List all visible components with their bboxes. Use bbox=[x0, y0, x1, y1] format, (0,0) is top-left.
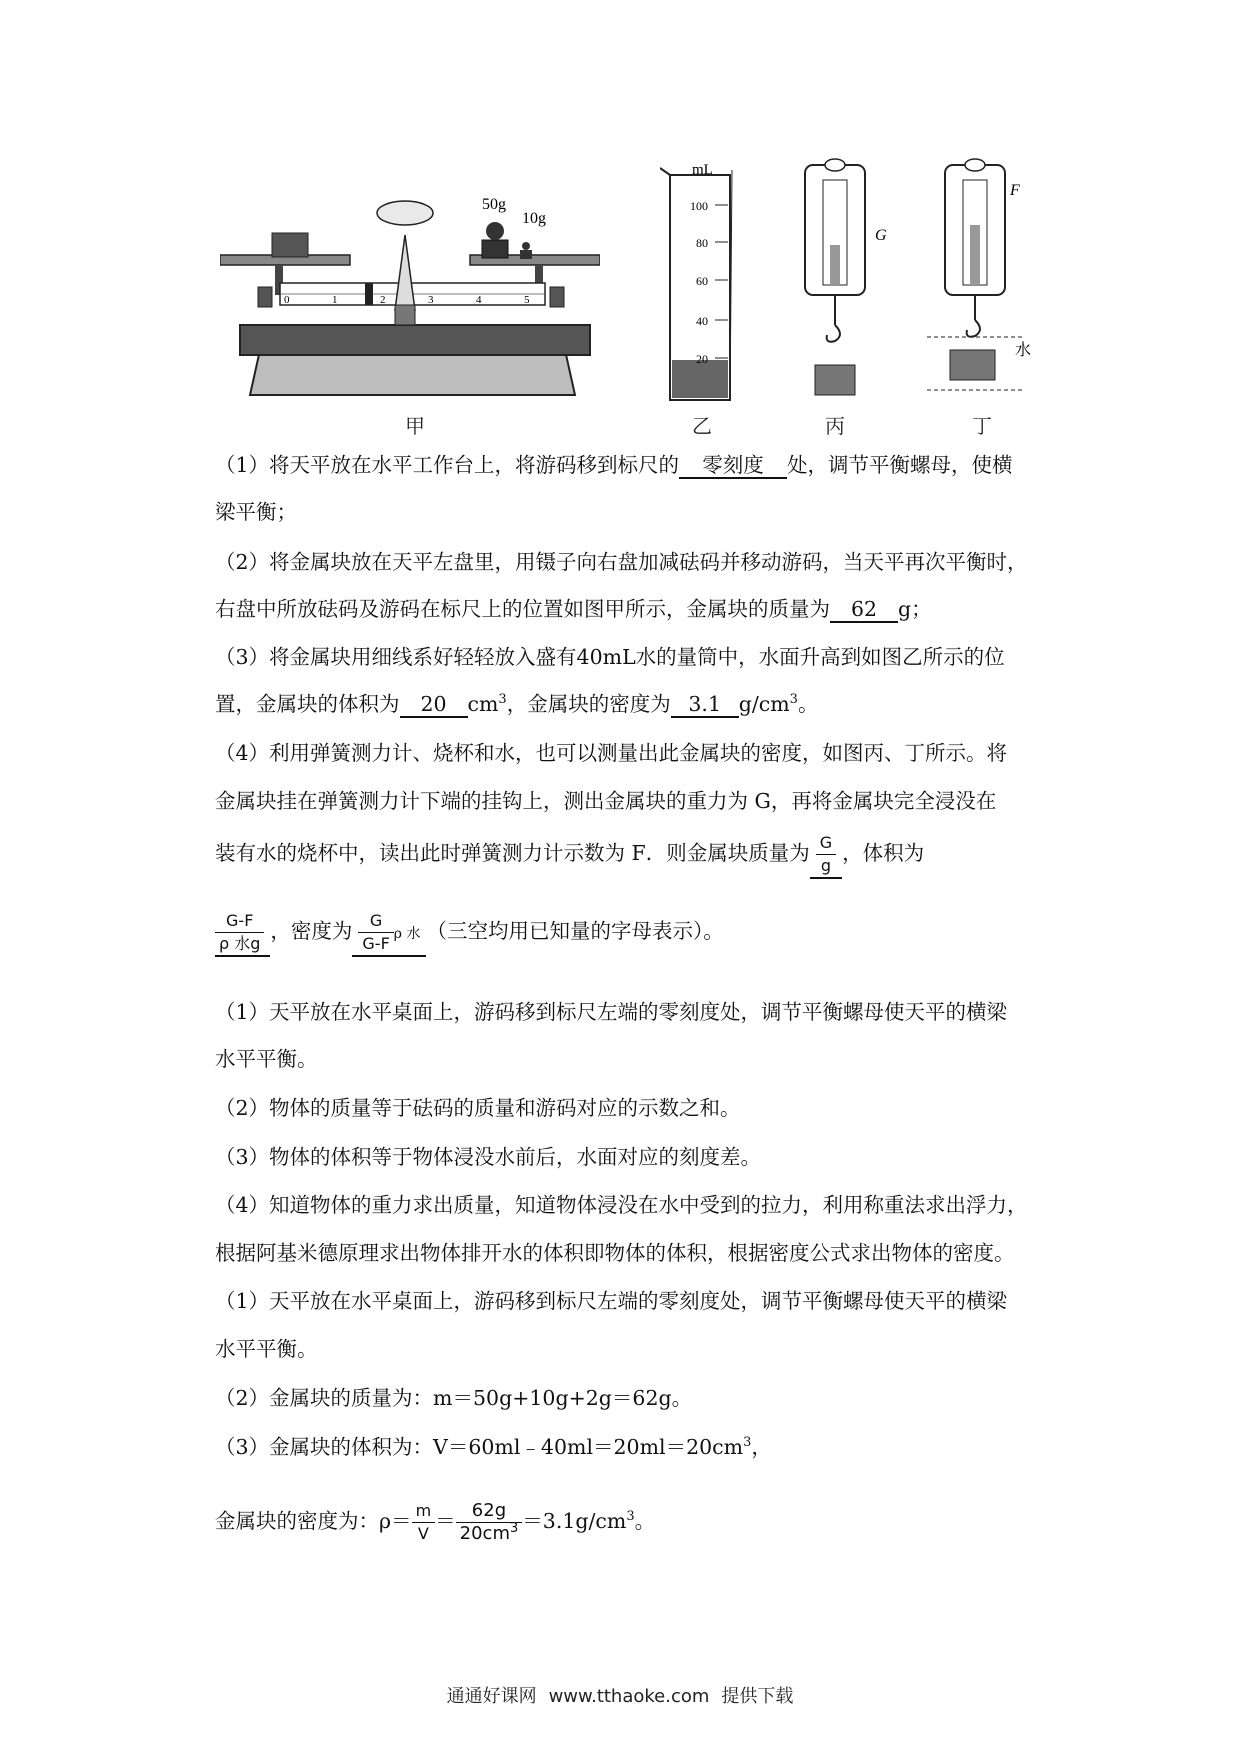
figure-caption-ding: 丁 bbox=[972, 414, 992, 438]
scale-tick: 2 bbox=[380, 294, 386, 306]
q4-line2: 金属块挂在弹簧测力计下端的挂钩上，测出金属块的重力为 G，再将金属块完全浸没在 bbox=[215, 789, 997, 813]
water-label: 水 bbox=[1015, 342, 1032, 359]
solution-line: （2）金属块的质量为：m＝50g+10g+2g＝62g。 bbox=[215, 1386, 693, 1410]
scale-tick: 4 bbox=[476, 294, 482, 306]
gravity-label: G bbox=[875, 227, 887, 244]
cylinder-tick-label: 60 bbox=[696, 274, 708, 288]
q2-answer: 62 bbox=[830, 597, 898, 623]
q4-mass-answer: $\frac{G}{g}$ bbox=[810, 832, 842, 879]
q1-line2: 梁平衡； bbox=[215, 500, 297, 524]
q3-volume-answer: 20 bbox=[400, 692, 468, 718]
scale-tick: 3 bbox=[428, 294, 434, 306]
q4-density-answer: $\frac{G}{G-F}$ ρ 水 bbox=[352, 910, 426, 957]
scale-tick: 0 bbox=[284, 294, 290, 306]
footer-url: www.tthaoke.com bbox=[548, 1686, 710, 1707]
solution-line: （3）金属块的体积为：$V=60ml﹣40ml=20ml=20cm^3$， bbox=[215, 1435, 772, 1459]
q1-answer: 零刻度 bbox=[679, 453, 787, 479]
cylinder-figure bbox=[660, 160, 750, 405]
analysis-line: （2）物体的质量等于砝码的质量和游码对应的示数之和。 bbox=[215, 1096, 741, 1120]
scale-tick: 1 bbox=[332, 294, 338, 306]
q4-line4: $\frac{G-F}{\text{ρ 水g}}$ ，密度为 $\frac{G}{G-F}$ ρ 水 （三空均用已知量的字母表示）。 bbox=[215, 910, 724, 957]
cylinder-tick-label: 20 bbox=[696, 352, 708, 366]
balance-figure bbox=[220, 195, 600, 410]
weight-10g-label: 10g bbox=[522, 210, 546, 227]
q4-line3: 装有水的烧杯中，读出此时弹簧测力计示数为 F．则金属块质量为 $\frac{G}{g}$ ，体积为 bbox=[215, 832, 924, 879]
q1-line1: （1）将天平放在水平工作台上，将游码移到标尺的 零刻度 处，调节平衡螺母，使横 bbox=[215, 453, 1013, 477]
q2-line2: 右盘中所放砝码及游码在标尺上的位置如图甲所示，金属块的质量为 62 g； bbox=[215, 597, 932, 621]
figure-caption-jia: 甲 bbox=[405, 414, 425, 438]
q4-line1: （4）利用弹簧测力计、烧杯和水，也可以测量出此金属块的密度，如图丙、丁所示。将 bbox=[215, 741, 1008, 765]
solution-density-line: 金属块的密度为：ρ＝ $\frac{m}{V}$ ＝ $\frac{62g}{20cm^3}$ $=3.1g/cm^3$。 bbox=[215, 1500, 656, 1544]
analysis-line: 根据阿基米德原理求出物体排开水的体积即物体的体积，根据密度公式求出物体的密度。 bbox=[215, 1241, 1015, 1265]
analysis-line: 水平平衡。 bbox=[215, 1047, 318, 1071]
cylinder-tick-label: 100 bbox=[690, 199, 708, 213]
analysis-line: （1）天平放在水平桌面上，游码移到标尺左端的零刻度处，调节平衡螺母使天平的横梁 bbox=[215, 1000, 1008, 1024]
q3-density-answer: 3.1 bbox=[671, 692, 739, 718]
page-footer bbox=[0, 1682, 1240, 1708]
figure-caption-yi: 乙 bbox=[692, 414, 712, 438]
spring-scale-bing-figure bbox=[795, 155, 905, 400]
cylinder-tick-label: 40 bbox=[696, 314, 708, 328]
solution-line: （1）天平放在水平桌面上，游码移到标尺左端的零刻度处，调节平衡螺母使天平的横梁 bbox=[215, 1289, 1008, 1313]
q2-line1: （2）将金属块放在天平左盘里，用镊子向右盘加减砝码并移动游码，当天平再次平衡时， bbox=[215, 550, 1028, 574]
scale-tick: 5 bbox=[524, 294, 530, 306]
tension-label: F bbox=[1010, 182, 1020, 199]
footer-site: 通通好课网 bbox=[446, 1686, 537, 1707]
footer-tail: 提供下载 bbox=[721, 1686, 794, 1707]
q3-line2: 置，金属块的体积为 20 $cm^3$，金属块的密度为 3.1 $g/cm^3$。 bbox=[215, 692, 819, 716]
analysis-line: （3）物体的体积等于物体浸没水前后，水面对应的刻度差。 bbox=[215, 1145, 762, 1169]
q4-volume-answer: $\frac{G-F}{\text{ρ 水g}}$ bbox=[215, 910, 270, 957]
weight-50g-label: 50g bbox=[482, 196, 506, 213]
solution-line: 水平平衡。 bbox=[215, 1337, 318, 1361]
q3-line1: （3）将金属块用细线系好轻轻放入盛有40mL水的量筒中，水面升高到如图乙所示的位 bbox=[215, 645, 1005, 669]
analysis-line: （4）知道物体的重力求出质量，知道物体浸没在水中受到的拉力，利用称重法求出浮力， bbox=[215, 1193, 1028, 1217]
cylinder-unit: mL bbox=[692, 162, 713, 178]
cylinder-tick-label: 80 bbox=[696, 236, 708, 250]
spring-scale-ding-figure bbox=[925, 155, 1045, 400]
figure-caption-bing: 丙 bbox=[825, 414, 845, 438]
